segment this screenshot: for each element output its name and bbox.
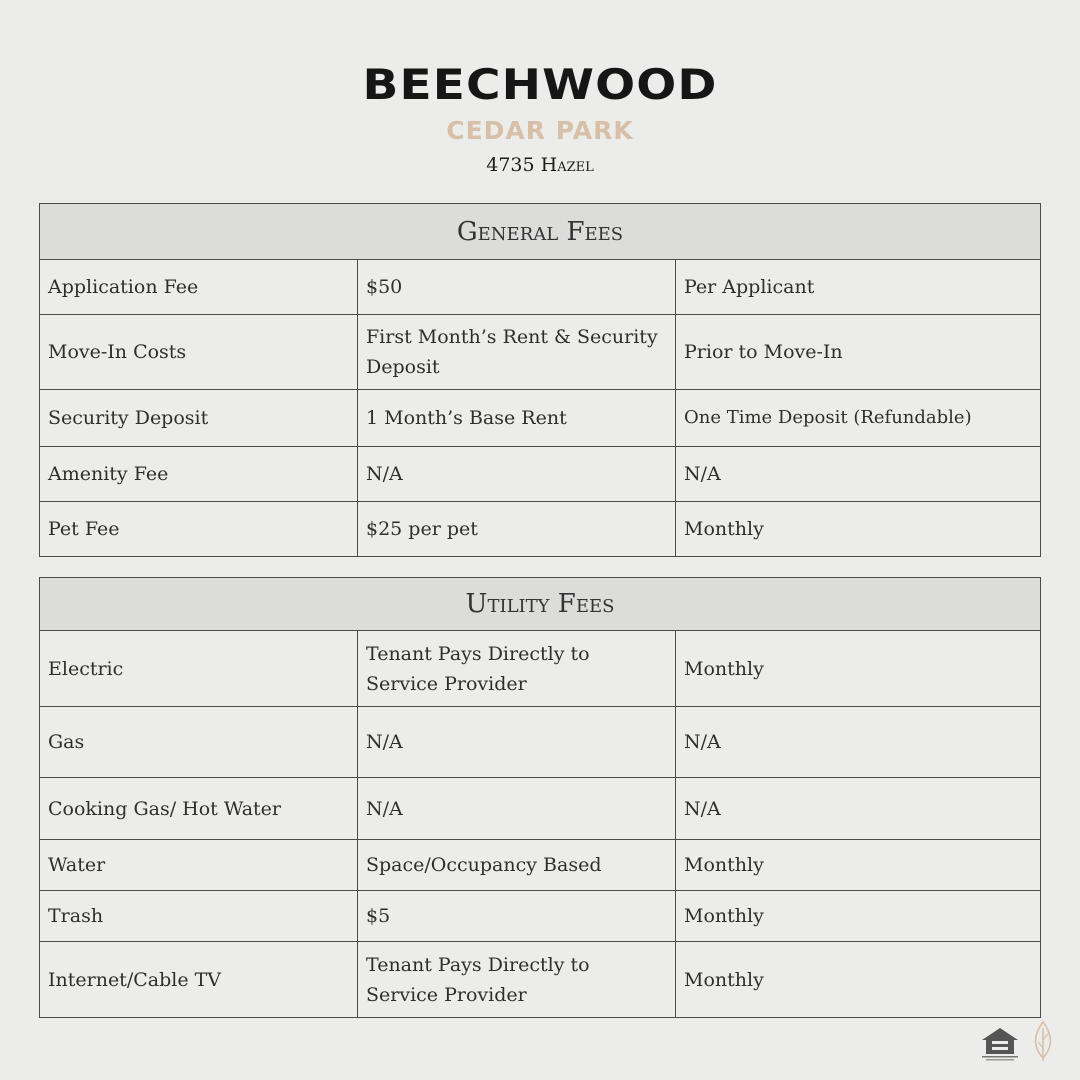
fee-amount: Space/Occupancy Based xyxy=(358,840,676,891)
fee-amount: First Month’s Rent & Security Deposit xyxy=(358,315,676,390)
fee-label: Pet Fee xyxy=(40,502,358,557)
fee-amount: N/A xyxy=(358,778,676,840)
fee-frequency: N/A xyxy=(676,778,1041,840)
table-row xyxy=(40,840,1041,891)
property-address: 4735 Hazel xyxy=(486,154,594,176)
fee-frequency: Monthly xyxy=(676,502,1041,557)
fee-amount: 1 Month’s Base Rent xyxy=(358,390,676,447)
fee-label: Trash xyxy=(40,891,358,942)
utility-fees-table xyxy=(39,577,1041,1018)
fee-frequency: Monthly xyxy=(676,891,1041,942)
table-row xyxy=(40,891,1041,942)
community-subtitle: CEDAR PARK xyxy=(446,116,634,145)
equal-housing-opportunity-icon xyxy=(980,1026,1020,1066)
table-row xyxy=(40,631,1041,707)
fee-amount: Tenant Pays Directly to Service Provider xyxy=(358,631,676,707)
fee-amount: N/A xyxy=(358,447,676,502)
fee-amount: $25 per pet xyxy=(358,502,676,557)
fee-amount: N/A xyxy=(358,707,676,778)
fee-label: Move-In Costs xyxy=(40,315,358,390)
table-row xyxy=(40,502,1041,557)
fee-label: Water xyxy=(40,840,358,891)
table-row xyxy=(40,707,1041,778)
footer-logos xyxy=(980,1020,1056,1066)
table-row xyxy=(40,942,1041,1018)
utility-fees-heading: Utility Fees xyxy=(40,578,1041,631)
fee-amount: $5 xyxy=(358,891,676,942)
fee-frequency: Monthly xyxy=(676,840,1041,891)
fee-frequency: N/A xyxy=(676,707,1041,778)
brand-title: BEECHWOOD xyxy=(362,60,718,109)
fee-label: Security Deposit xyxy=(40,390,358,447)
fee-label: Electric xyxy=(40,631,358,707)
table-row xyxy=(40,778,1041,840)
general-fees-heading: General Fees xyxy=(40,204,1041,260)
table-row xyxy=(40,260,1041,315)
fee-label: Application Fee xyxy=(40,260,358,315)
fee-frequency: Monthly xyxy=(676,631,1041,707)
fee-label: Gas xyxy=(40,707,358,778)
fee-label: Internet/Cable TV xyxy=(40,942,358,1018)
general-fees-table xyxy=(39,203,1041,557)
table-row xyxy=(40,390,1041,447)
fee-frequency: N/A xyxy=(676,447,1041,502)
fee-amount: Tenant Pays Directly to Service Provider xyxy=(358,942,676,1018)
table-row xyxy=(40,315,1041,390)
fee-label: Amenity Fee xyxy=(40,447,358,502)
fee-frequency: One Time Deposit (Refundable) xyxy=(676,390,1041,447)
fee-amount: $50 xyxy=(358,260,676,315)
fee-frequency: Monthly xyxy=(676,942,1041,1018)
fee-frequency: Prior to Move-In xyxy=(676,315,1041,390)
leaf-logo-icon xyxy=(1030,1020,1056,1066)
fee-frequency: Per Applicant xyxy=(676,260,1041,315)
fee-label: Cooking Gas/ Hot Water xyxy=(40,778,358,840)
table-row xyxy=(40,447,1041,502)
